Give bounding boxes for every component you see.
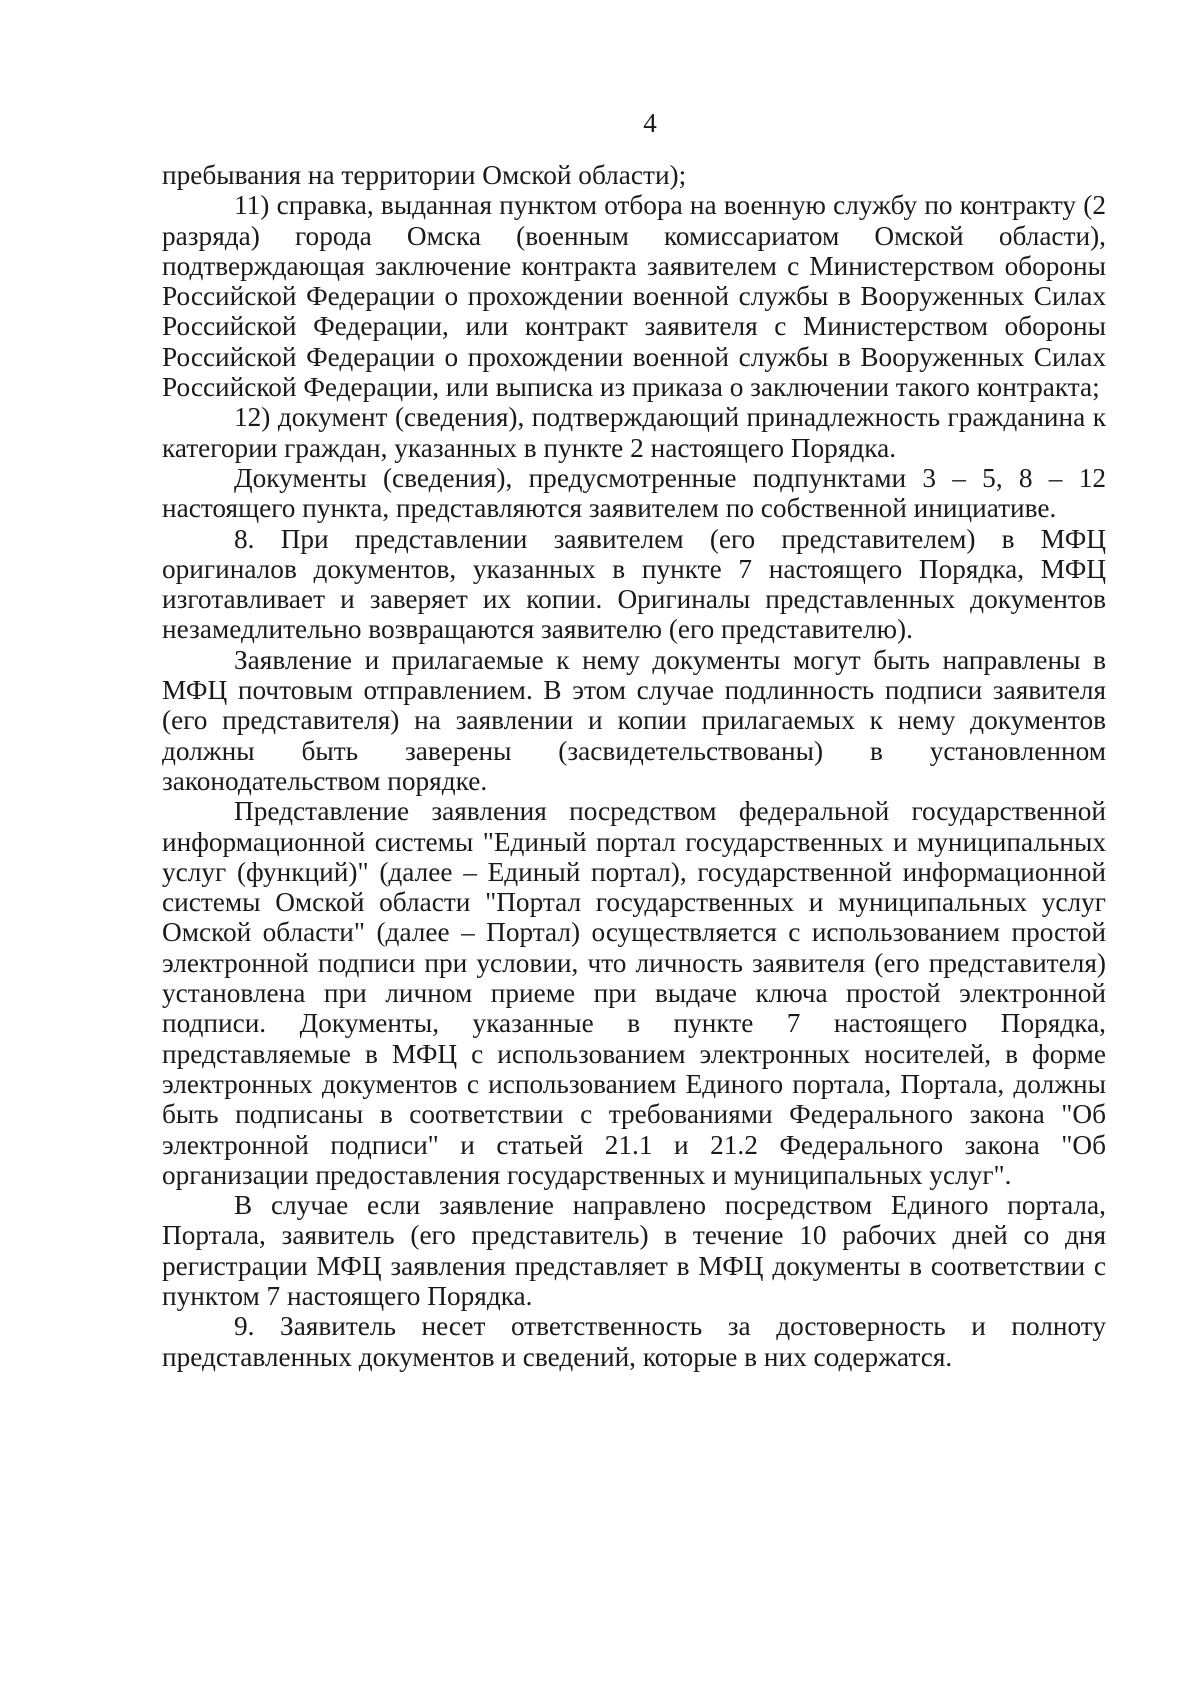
paragraph-postal-submission: Заявление и прилагаемые к нему документы могут быть направлены в МФЦ почтовым отправлением. В этом случае подлинность подписи заявителя (его представителя) на заявлении и копии прилагаемых к нему документов должны быть заверены (засвидетельствованы) в установленном законодательством порядке. xyxy=(162,644,1106,796)
paragraph-continuation: пребывания на территории Омской области); xyxy=(162,160,687,190)
paragraph-section-9: 9. Заявитель несет ответственность за достоверность и полноту представленных документов и сведений, которые в них содержатся. xyxy=(162,1311,1106,1372)
paragraph-portal-deadline: В случае если заявление направлено посредством Единого портала, Портала, заявитель (его представитель) в течение 10 рабочих дней со дня регистрации МФЦ заявления представляет в МФЦ документы в соответствии с пунктом 7 настоящего Порядка. xyxy=(162,1190,1106,1311)
document-body xyxy=(162,160,1106,1372)
paragraph-electronic-submission: Представление заявления посредством федеральной государственной информационной системы "Единый портал государственных и муниципальных услуг (функций)" (далее – Единый портал), государственной информационной системы Омской области "Портал государственных и муниципальных услуг Омской области" (далее – Портал) осуществляется с использованием простой электронной подписи при условии, что личность заявителя (его представителя) установлена при личном приеме при выдаче ключа простой электронной подписи. Документы, указанные в пункте 7 настоящего Порядка, представляемые в МФЦ с использованием электронных носителей, в форме электронных документов с использованием Единого портала, Портала, должны быть подписаны в соответствии с требованиями Федерального закона "Об электронной подписи" и статьей 21.1 и 21.2 Федерального закона "Об организации предоставления государственных и муниципальных услуг". xyxy=(162,796,1106,1190)
page-number: 4 xyxy=(643,108,657,138)
paragraph-item-11: 11) справка, выданная пунктом отбора на военную службу по контракту (2 разряда) города Омска (военным комиссариатом Омской области), подтверждающая заключение контракта заявителем с Министерством обороны Российской Федерации о прохождении военной службы в Вооруженных Силах Российской Федерации, или контракт заявителя с Министерством обороны Российской Федерации о прохождении военной службы в Вооруженных Силах Российской Федерации, или выписка из приказа о заключении такого контракта; xyxy=(162,190,1106,403)
paragraph-documents-note: Документы (сведения), предусмотренные подпунктами 3 – 5, 8 – 12 настоящего пункта, представляются заявителем по собственной инициативе. xyxy=(162,462,1106,524)
paragraph-item-12: 12) документ (сведения), подтверждающий принадлежность гражданина к категории граждан, указанных в пункте 2 настоящего Порядка. xyxy=(162,402,1106,463)
paragraph-section-8: 8. При представлении заявителем (его представителем) в МФЦ оригиналов документов, указанных в пункте 7 настоящего Порядка, МФЦ изготавливает и заверяет их копии. Оригиналы представленных документов незамедлительно возвращаются заявителю (его представителю). xyxy=(162,523,1106,645)
